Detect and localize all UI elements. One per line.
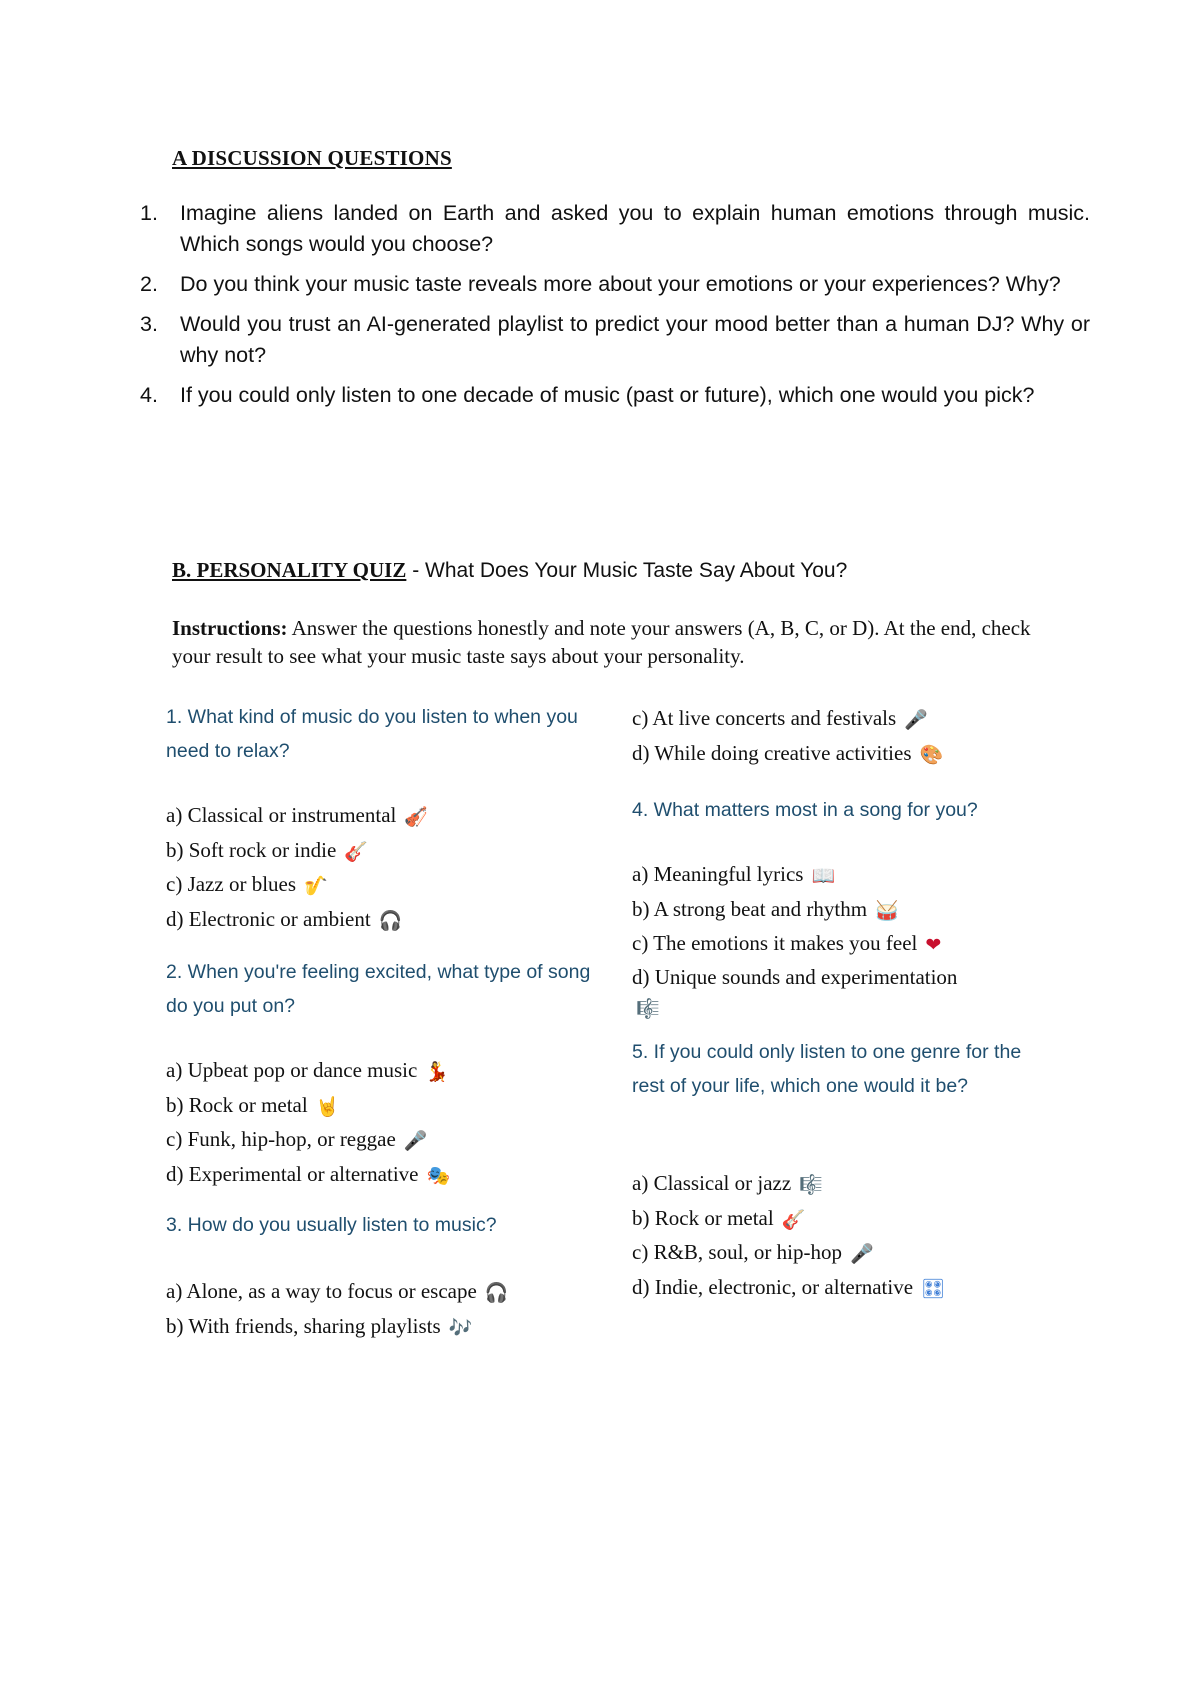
- section-b-title: [172, 558, 847, 583]
- option-text: d) Unique sounds and experimentation: [632, 964, 958, 989]
- option-text: a) Meaningful lyrics: [632, 862, 804, 886]
- quiz-options-3: [166, 1275, 508, 1344]
- quiz-option: [166, 903, 428, 938]
- discussion-question: [140, 380, 1090, 411]
- microphone-icon: 🎤: [403, 1130, 428, 1152]
- quiz-option: [166, 799, 428, 834]
- open-book-icon: 📖: [811, 865, 836, 887]
- question-text: Do you think your music taste reveals more about your emotions or your experiences? Why?: [180, 272, 1061, 296]
- microphone-icon: 🎤: [850, 1243, 874, 1265]
- discussion-question: [140, 198, 1090, 260]
- drum-icon: 🥁: [875, 899, 899, 922]
- quiz-option: [632, 893, 1052, 928]
- quiz-option: [632, 927, 1052, 962]
- question-number: 1.: [140, 201, 158, 225]
- control-knobs-icon: 🎛: [921, 1277, 946, 1300]
- discussion-question-list: [140, 198, 1090, 420]
- heart-icon: ❤: [925, 934, 942, 956]
- quiz-option: [166, 1089, 450, 1124]
- quiz-option: [166, 834, 428, 869]
- option-text: b) Rock or metal: [166, 1092, 308, 1117]
- option-text: d) While doing creative activities: [632, 740, 912, 765]
- option-text: b) Soft rock or indie: [166, 837, 337, 862]
- question-text: Imagine aliens landed on Earth and asked you to explain human emotions through music. Which songs would you choose?: [180, 201, 1090, 256]
- violin-icon: 🎻: [404, 806, 429, 828]
- section-a-title: A DISCUSSION QUESTIONS: [172, 146, 452, 170]
- option-text: a) Classical or jazz: [632, 1171, 792, 1195]
- option-text: b) A strong beat and rhythm: [632, 896, 868, 921]
- quiz-options-4: [632, 858, 1052, 1024]
- option-text: c) R&B, soul, or hip-hop: [632, 1240, 842, 1264]
- quiz-option: [632, 737, 943, 772]
- microphone-icon: 🎤: [904, 709, 928, 731]
- musical-score-icon: 🎼: [799, 1174, 823, 1196]
- question-text: If you could only listen to one decade of music (past or future), which one would you pick?: [180, 383, 1035, 407]
- quiz-options-5: [632, 1167, 945, 1305]
- quiz-option: [632, 962, 1052, 1024]
- option-text: d) Indie, electronic, or alternative: [632, 1274, 914, 1299]
- quiz-option: [632, 1271, 945, 1306]
- rock-hand-icon: 🤘: [315, 1095, 340, 1118]
- option-text: a) Upbeat pop or dance music: [166, 1058, 418, 1082]
- quiz-option: [632, 1202, 945, 1237]
- quiz-option: [166, 1054, 450, 1089]
- headphones-icon: 🎧: [378, 909, 403, 932]
- instructions-label: Instructions:: [172, 616, 288, 640]
- quiz-option: [166, 1275, 508, 1310]
- guitar-icon: 🎸: [344, 840, 368, 863]
- quiz-option: [632, 1236, 945, 1271]
- theater-masks-icon: 🎭: [426, 1164, 451, 1187]
- quiz-question-5: 5. If you could only listen to one genre for the rest of your life, which one would it be?: [632, 1041, 1022, 1097]
- quiz-question-4: 4. What matters most in a song for you?: [632, 799, 978, 821]
- quiz-option: [632, 1167, 945, 1202]
- quiz-option: [632, 858, 1052, 893]
- section-b-title-strong: B. PERSONALITY QUIZ: [172, 558, 407, 582]
- saxophone-icon: 🎷: [304, 875, 328, 897]
- option-text: c) Jazz or blues: [166, 872, 297, 896]
- question-text: Would you trust an AI-generated playlist to predict your mood better than a human DJ? Why or why not?: [180, 312, 1090, 367]
- option-text: a) Classical or instrumental: [166, 803, 397, 827]
- dancer-icon: 💃: [425, 1061, 449, 1083]
- option-text: b) With friends, sharing playlists: [166, 1313, 441, 1338]
- quiz-option: [166, 868, 428, 903]
- quiz-options-3-continued: [632, 702, 943, 771]
- question-number: 4.: [140, 383, 158, 407]
- option-text: c) Funk, hip-hop, or reggae: [166, 1127, 396, 1151]
- quiz-question-2: 2. When you're feeling excited, what type of song do you put on?: [166, 961, 591, 1017]
- quiz-option: [166, 1123, 450, 1158]
- question-number: 3.: [140, 312, 158, 336]
- headphones-icon: 🎧: [484, 1282, 509, 1304]
- palette-icon: 🎨: [919, 743, 944, 766]
- quiz-option: [166, 1158, 450, 1193]
- discussion-question: [140, 309, 1090, 371]
- option-text: d) Experimental or alternative: [166, 1161, 419, 1186]
- quiz-options-1: [166, 799, 428, 937]
- quiz-question-3: 3. How do you usually listen to music?: [166, 1214, 497, 1236]
- question-number: 2.: [140, 272, 158, 296]
- option-text: c) At live concerts and festivals: [632, 706, 897, 730]
- section-b-title-subtitle: - What Does Your Music Taste Say About You?: [406, 559, 848, 582]
- quiz-question-1: 1. What kind of music do you listen to when you need to relax?: [166, 706, 578, 762]
- guitar-icon: 🎸: [781, 1208, 806, 1231]
- music-notes-icon: 🎶: [448, 1316, 473, 1339]
- musical-score-icon: 🎼: [636, 997, 660, 1020]
- quiz-options-2: [166, 1054, 450, 1192]
- discussion-question: [140, 269, 1090, 300]
- quiz-option: [632, 702, 943, 737]
- quiz-instructions: [172, 614, 1032, 670]
- option-text: c) The emotions it makes you feel: [632, 931, 918, 955]
- instructions-text: Answer the questions honestly and note your answers (A, B, C, or D). At the end, check your result to see what your music taste says about your personality.: [172, 616, 1031, 668]
- option-text: d) Electronic or ambient: [166, 906, 371, 931]
- quiz-option: [166, 1310, 508, 1345]
- option-text: b) Rock or metal: [632, 1205, 774, 1230]
- option-text: a) Alone, as a way to focus or escape: [166, 1279, 477, 1303]
